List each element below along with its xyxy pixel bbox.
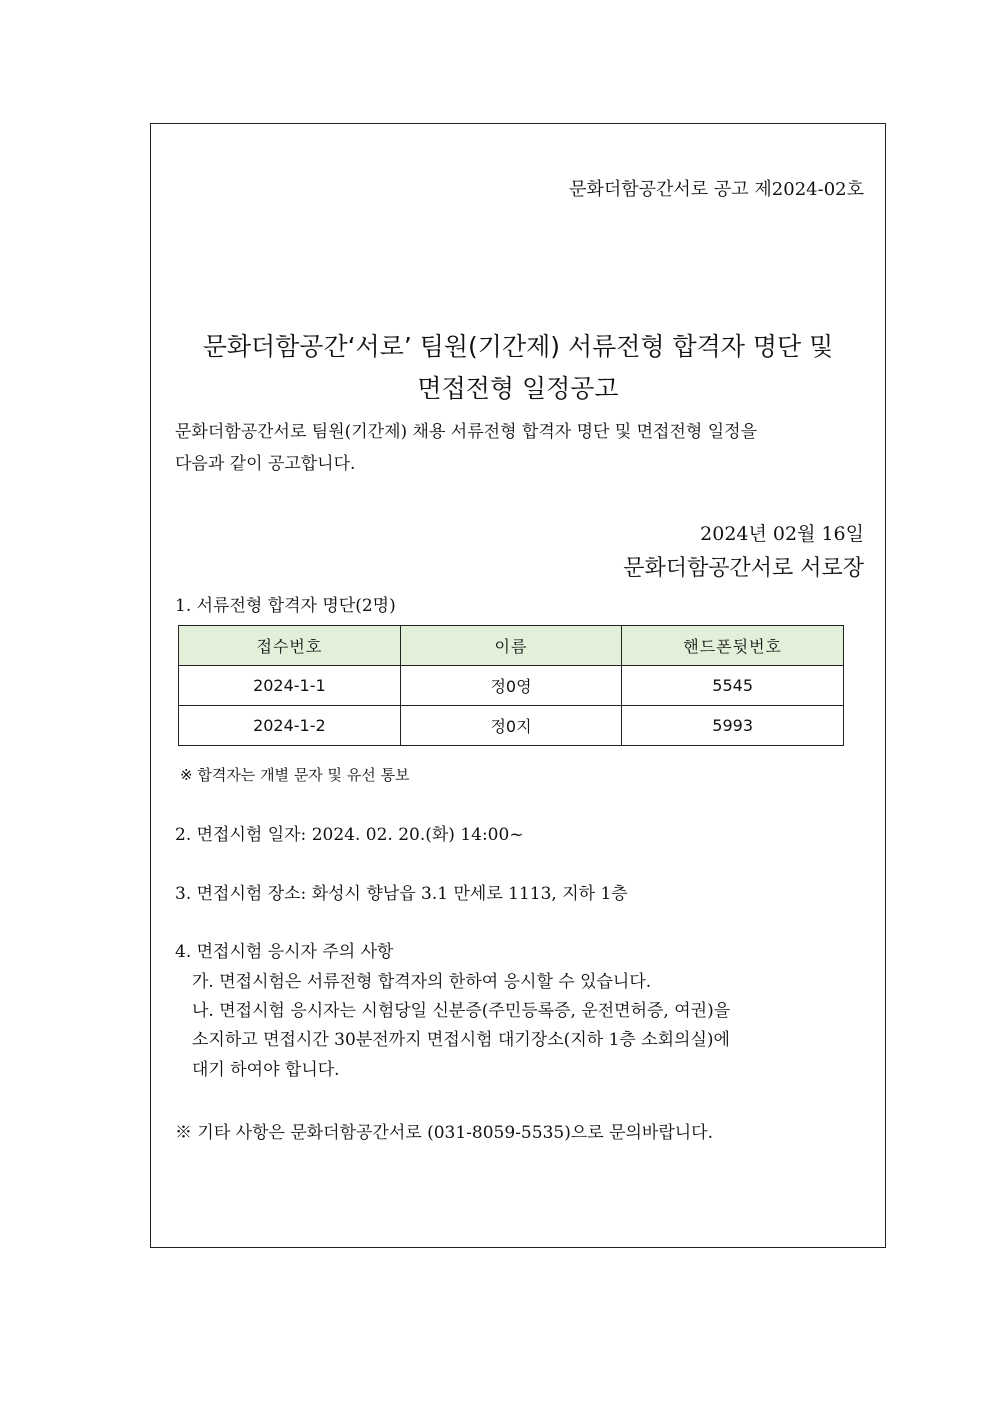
table-cell-phone: 5993 — [622, 706, 844, 746]
section4-heading: 4. 면접시험 응시자 주의 사항 — [175, 942, 394, 962]
notification-note: ※ 합격자는 개별 문자 및 유선 통보 — [180, 766, 410, 784]
announcement-date: 2024년 02월 16일 — [700, 523, 864, 545]
table-row — [179, 706, 844, 746]
section4-item-line: 가. 면접시험은 서류전형 합격자의 한하여 응시할 수 있습니다. — [192, 972, 652, 992]
column-header-phone-last-digits: 핸드폰뒷번호 — [622, 626, 844, 666]
table-cell-phone: 5545 — [622, 666, 844, 706]
issuer: 문화더함공간서로 서로장 — [623, 556, 864, 581]
table-cell-receipt-number: 2024-1-2 — [179, 706, 401, 746]
section2-interview-date: 2. 면접시험 일자: 2024. 02. 20.(화) 14:00~ — [175, 825, 524, 845]
page-title-line1: 문화더함공간‘서로’ 팀원(기간제) 서류전형 합격자 명단 및 — [202, 332, 834, 361]
passer-table — [178, 625, 844, 746]
table-header-row — [179, 626, 844, 666]
table-cell-receipt-number: 2024-1-1 — [179, 666, 401, 706]
column-header-name: 이름 — [400, 626, 622, 666]
section4-item-line: 대기 하여야 합니다. — [192, 1060, 340, 1080]
table-row — [179, 666, 844, 706]
intro-line2: 다음과 같이 공고합니다. — [175, 454, 356, 474]
table-cell-name: 정0영 — [400, 666, 622, 706]
section3-interview-location: 3. 면접시험 장소: 화성시 향남읍 3.1 만세로 1113, 지하 1층 — [175, 884, 628, 904]
footer-contact-note: ※ 기타 사항은 문화더함공간서로 (031-8059-5535)으로 문의바랍니다. — [175, 1123, 714, 1143]
section4-item-line: 소지하고 면접시간 30분전까지 면접시험 대기장소(지하 1층 소회의실)에 — [192, 1030, 730, 1050]
column-header-receipt-number: 접수번호 — [179, 626, 401, 666]
table-cell-name: 정0지 — [400, 706, 622, 746]
section4-item-line: 나. 면접시험 응시자는 시험당일 신분증(주민등록증, 운전면허증, 여권)을 — [192, 1001, 731, 1021]
intro-line1: 문화더함공간서로 팀원(기간제) 채용 서류전형 합격자 명단 및 면접전형 일정을 — [175, 422, 757, 442]
notice-number: 문화더함공간서로 공고 제2024-02호 — [569, 179, 864, 200]
page-title-line2: 면접전형 일정공고 — [417, 374, 619, 403]
section1-heading: 1. 서류전형 합격자 명단(2명) — [175, 596, 396, 616]
